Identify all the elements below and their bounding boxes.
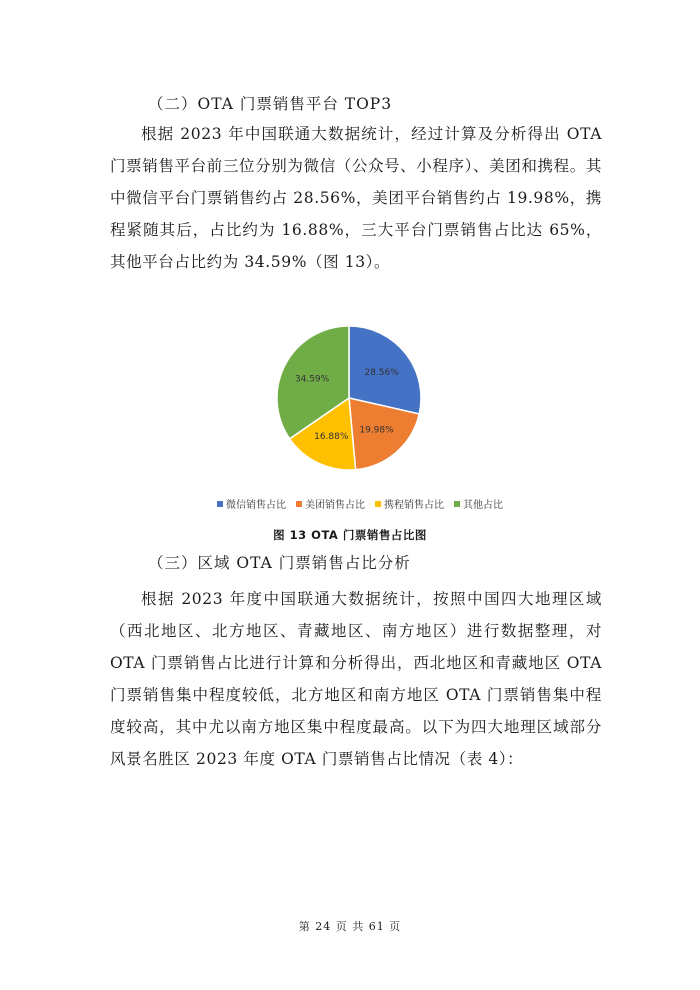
section-heading-region: （三）区域 OTA 门票销售占比分析 — [148, 554, 411, 572]
legend-meituan — [296, 496, 365, 511]
pie-chart-svg — [195, 312, 505, 492]
legend-swatch — [296, 501, 302, 507]
paragraph-region: 根据 2023 年度中国联通大数据统计，按照中国四大地理区域（西北地区、北方地区、青藏地区、南方地区）进行数据整理，对 OTA 门票销售占比进行计算和分析得出，西北地区和青藏地区 OTA 门票销售集中程度较低，北方地区和南方地区 OTA 门票销售集中程度较高，其中尤以南方地区集中程度最高。以下为四大地理区域部分风景名胜区 2023 年度 OTA 门票销售占比情况（表 4）： — [110, 590, 602, 768]
legend-label: 美团销售占比 — [305, 500, 365, 511]
legend-swatch — [217, 501, 223, 507]
slice-label-ctrip: 16.88% — [314, 431, 349, 442]
page-number: 第 24 页 共 61 页 — [298, 920, 402, 933]
chart-legend — [217, 496, 507, 511]
pie-chart — [195, 312, 505, 522]
legend-label: 微信销售占比 — [226, 500, 286, 511]
figure-caption: 图 13 OTA 门票销售占比图 — [273, 528, 427, 542]
legend-swatch — [454, 501, 460, 507]
legend-label: 其他占比 — [463, 500, 503, 511]
legend-label: 携程销售占比 — [384, 500, 444, 511]
slice-label-meituan: 19.98% — [359, 425, 394, 436]
legend-wechat — [217, 496, 286, 511]
legend-other — [454, 496, 503, 511]
legend-ctrip — [375, 496, 444, 511]
paragraph-top3: 根据 2023 年中国联通大数据统计，经过计算及分析得出 OTA 门票销售平台前三位分别为微信（公众号、小程序）、美团和携程。其中微信平台门票销售约占 28.56%，美团平台销售约占 19.98%，携程紧随其后，占比约为 16.88%，三大平台门票销售占比达 65%，其他平台占比约为 34.59%（图 13）。 — [110, 125, 602, 271]
legend-swatch — [375, 501, 381, 507]
slice-label-wechat: 28.56% — [364, 367, 399, 378]
slice-label-other: 34.59% — [294, 374, 330, 385]
section-heading-top3: （二）OTA 门票销售平台 TOP3 — [148, 95, 393, 113]
